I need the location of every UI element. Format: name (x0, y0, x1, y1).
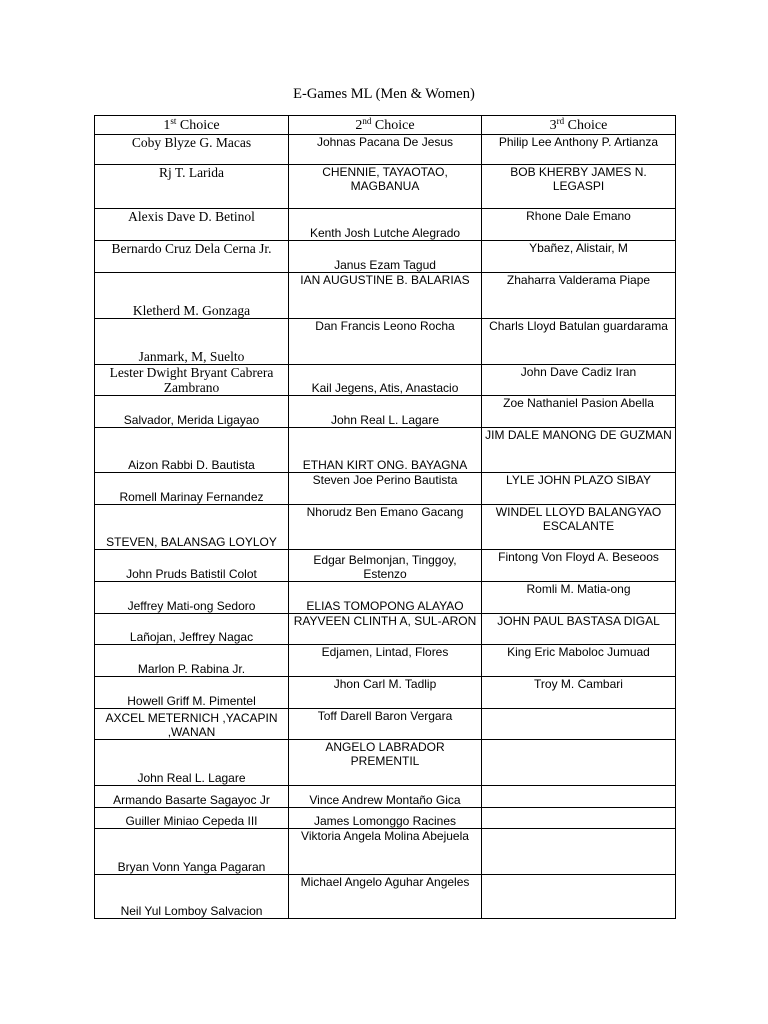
table-row (95, 473, 676, 505)
first-choice-cell: John Pruds Batistil Colot (95, 550, 289, 582)
header-1st-choice: 1st Choice (95, 116, 289, 135)
first-choice-cell: Salvador, Merida Ligayao (95, 396, 289, 428)
third-choice-cell (482, 875, 676, 919)
first-choice-cell: Neil Yul Lomboy Salvacion (95, 875, 289, 919)
second-choice-cell: Edjamen, Lintad, Flores (289, 645, 482, 677)
third-choice-cell: Rhone Dale Emano (482, 209, 676, 241)
third-choice-cell: Troy M. Cambari (482, 677, 676, 709)
first-choice-cell: Alexis Dave D. Betinol (95, 209, 289, 241)
second-choice-cell: RAYVEEN CLINTH A, SUL-ARON (289, 614, 482, 645)
second-choice-cell: Nhorudz Ben Emano Gacang (289, 505, 482, 550)
second-choice-cell: Janus Ezam Tagud (289, 241, 482, 273)
third-choice-cell: Fintong Von Floyd A. Beseoos (482, 550, 676, 582)
second-choice-cell: Steven Joe Perino Bautista (289, 473, 482, 505)
third-choice-cell: LYLE JOHN PLAZO SIBAY (482, 473, 676, 505)
first-choice-cell: John Real L. Lagare (95, 740, 289, 786)
third-choice-cell (482, 808, 676, 829)
first-choice-cell: Lañojan, Jeffrey Nagac (95, 614, 289, 645)
first-choice-cell: AXCEL METERNICH ,YACAPIN ,WANAN (95, 709, 289, 740)
table-row (95, 786, 676, 808)
table-row (95, 645, 676, 677)
second-choice-cell: ANGELO LABRADOR PREMENTIL (289, 740, 482, 786)
first-choice-cell: Romell Marinay Fernandez (95, 473, 289, 505)
third-choice-cell: King Eric Maboloc Jumuad (482, 645, 676, 677)
third-choice-cell (482, 709, 676, 740)
first-choice-cell: STEVEN, BALANSAG LOYLOY (95, 505, 289, 550)
table-row (95, 165, 676, 209)
second-choice-cell: IAN AUGUSTINE B. BALARIAS (289, 273, 482, 319)
table-row (95, 829, 676, 875)
second-choice-cell: James Lomonggo Racines (289, 808, 482, 829)
third-choice-cell: Romli M. Matia-ong (482, 582, 676, 614)
first-choice-cell: Armando Basarte Sagayoc Jr (95, 786, 289, 808)
second-choice-cell: Kail Jegens, Atis, Anastacio (289, 365, 482, 396)
table-row (95, 709, 676, 740)
second-choice-cell: Viktoria Angela Molina Abejuela (289, 829, 482, 875)
table-row (95, 365, 676, 396)
first-choice-cell: Rj T. Larida (95, 165, 289, 209)
first-choice-cell: Jeffrey Mati-ong Sedoro (95, 582, 289, 614)
second-choice-cell: Jhon Carl M. Tadlip (289, 677, 482, 709)
first-choice-cell: Guiller Miniao Cepeda III (95, 808, 289, 829)
first-choice-cell: Marlon P. Rabina Jr. (95, 645, 289, 677)
third-choice-cell: BOB KHERBY JAMES N. LEGASPI (482, 165, 676, 209)
first-choice-cell: Coby Blyze G. Macas (95, 135, 289, 165)
document-title: E-Games ML (Men & Women) (293, 86, 475, 102)
first-choice-cell: Bernardo Cruz Dela Cerna Jr. (95, 241, 289, 273)
first-choice-cell: Lester Dwight Bryant Cabrera Zambrano (95, 365, 289, 396)
first-choice-cell: Kletherd M. Gonzaga (95, 273, 289, 319)
third-choice-cell: Ybañez, Alistair, M (482, 241, 676, 273)
table-row (95, 505, 676, 550)
second-choice-cell: John Real L. Lagare (289, 396, 482, 428)
second-choice-cell: Dan Francis Leono Rocha (289, 319, 482, 365)
table-row (95, 677, 676, 709)
header-3rd-choice: 3rd Choice (482, 116, 676, 135)
first-choice-cell: Howell Griff M. Pimentel (95, 677, 289, 709)
table-row (95, 396, 676, 428)
second-choice-cell: Edgar Belmonjan, Tinggoy, Estenzo (289, 550, 482, 582)
header-2nd-choice: 2nd Choice (289, 116, 482, 135)
second-choice-cell: ELIAS TOMOPONG ALAYAO (289, 582, 482, 614)
second-choice-cell: CHENNIE, TAYAOTAO, MAGBANUA (289, 165, 482, 209)
header-row (95, 116, 676, 135)
second-choice-cell: Johnas Pacana De Jesus (289, 135, 482, 165)
second-choice-cell: Kenth Josh Lutche Alegrado (289, 209, 482, 241)
table-row (95, 135, 676, 165)
third-choice-cell (482, 829, 676, 875)
choices-table (94, 115, 676, 919)
table-row (95, 428, 676, 473)
second-choice-cell: Toff Darell Baron Vergara (289, 709, 482, 740)
third-choice-cell: John Dave Cadiz Iran (482, 365, 676, 396)
table-row (95, 319, 676, 365)
table-row (95, 550, 676, 582)
table-row (95, 582, 676, 614)
table-row (95, 209, 676, 241)
table-row (95, 875, 676, 919)
third-choice-cell: JIM DALE MANONG DE GUZMAN (482, 428, 676, 473)
first-choice-cell: Aizon Rabbi D. Bautista (95, 428, 289, 473)
table-row (95, 241, 676, 273)
table-row (95, 273, 676, 319)
third-choice-cell: Charls Lloyd Batulan guardarama (482, 319, 676, 365)
third-choice-cell: Zoe Nathaniel Pasion Abella (482, 396, 676, 428)
second-choice-cell: Vince Andrew Montaño Gica (289, 786, 482, 808)
third-choice-cell: Zhaharra Valderama Piape (482, 273, 676, 319)
third-choice-cell: Philip Lee Anthony P. Artianza (482, 135, 676, 165)
third-choice-cell (482, 786, 676, 808)
table-row (95, 614, 676, 645)
second-choice-cell: Michael Angelo Aguhar Angeles (289, 875, 482, 919)
third-choice-cell: JOHN PAUL BASTASA DIGAL (482, 614, 676, 645)
first-choice-cell: Bryan Vonn Yanga Pagaran (95, 829, 289, 875)
table-row (95, 808, 676, 829)
first-choice-cell: Janmark, M, Suelto (95, 319, 289, 365)
third-choice-cell (482, 740, 676, 786)
table-row (95, 740, 676, 786)
third-choice-cell: WINDEL LLOYD BALANGYAO ESCALANTE (482, 505, 676, 550)
second-choice-cell: ETHAN KIRT ONG. BAYAGNA (289, 428, 482, 473)
